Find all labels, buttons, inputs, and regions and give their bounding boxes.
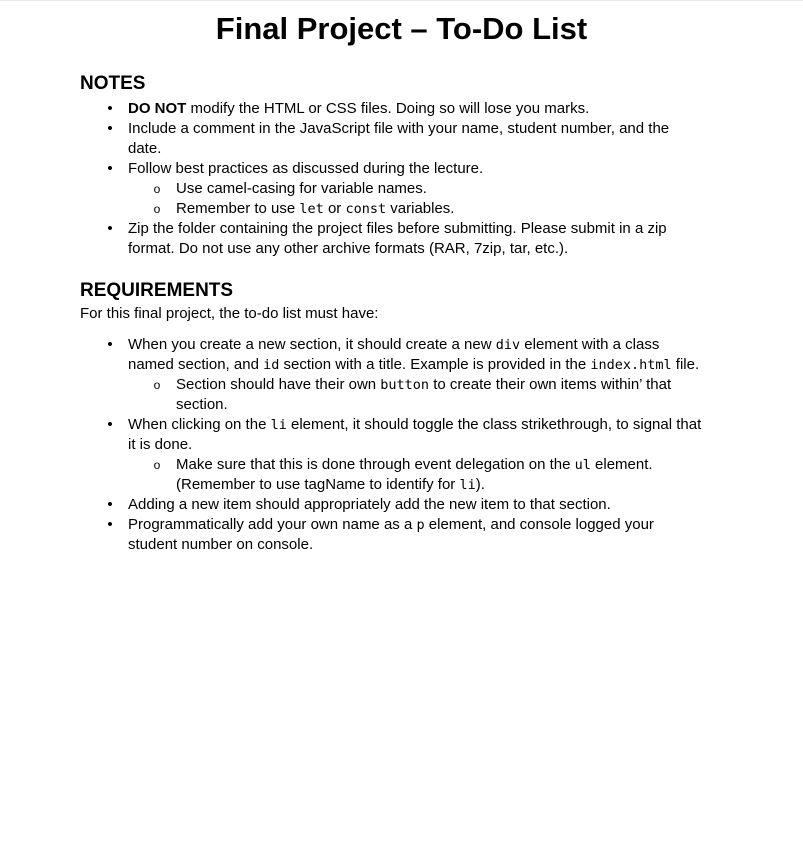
list-item-text: Programmatically add your own name as a xyxy=(128,516,417,533)
sub-list-item-text: Use camel-casing for variable names. xyxy=(176,180,427,197)
bullet-icon: • xyxy=(107,120,113,137)
sub-list xyxy=(128,179,705,219)
list-item-text: Zip the folder containing the project files before submitting. Please submit in a zip format. Do not use any other archive formats (RAR, 7zip, tar, etc.). xyxy=(128,220,667,257)
list-item xyxy=(0,99,705,119)
sub-list xyxy=(128,375,705,415)
sub-list xyxy=(128,455,705,495)
requirements-list xyxy=(0,335,803,555)
code-text: li xyxy=(459,477,476,493)
requirements-heading: REQUIREMENTS xyxy=(80,280,234,301)
code-text: let xyxy=(299,201,324,217)
bullet-icon: • xyxy=(107,516,113,533)
list-item-text: section with a title. Example is provided in the xyxy=(279,356,591,373)
list-item-text: file. xyxy=(671,356,700,373)
list-item xyxy=(0,159,705,219)
list-item-text: modify the HTML or CSS files. Doing so will lose you marks. xyxy=(186,100,590,117)
page-title: Final Project – To-Do List xyxy=(215,11,588,46)
list-item xyxy=(0,335,705,415)
sub-list-item-text: ). xyxy=(475,476,485,493)
sub-list-item-text: variables. xyxy=(386,200,455,217)
emphasis-text: DO NOT xyxy=(128,100,187,117)
circle-bullet-icon: o xyxy=(153,202,161,216)
list-item-text: Include a comment in the JavaScript file with your name, student number, and the date. xyxy=(128,120,670,157)
list-item xyxy=(0,119,705,159)
bullet-icon: • xyxy=(107,336,113,353)
bullet-icon: • xyxy=(107,160,113,177)
list-item-text: When clicking on the xyxy=(128,416,271,433)
bullet-icon: • xyxy=(107,100,113,117)
sub-list-item xyxy=(128,455,705,495)
sub-list-item-text: to create their own items within’ that section. xyxy=(176,376,672,413)
circle-bullet-icon: o xyxy=(153,182,161,196)
circle-bullet-icon: o xyxy=(153,378,161,392)
list-item-text: Follow best practices as discussed during the lecture. xyxy=(128,160,484,177)
bullet-icon: • xyxy=(107,416,113,433)
code-text: li xyxy=(270,417,287,433)
sub-list-item-text: element. (Remember to use tagName to identify for xyxy=(176,456,653,493)
page-top-border xyxy=(0,0,803,1)
sub-list-item-text: or xyxy=(323,200,346,217)
sub-list-item-text: Section should have their own xyxy=(176,376,381,393)
list-item-text: element, and console logged your student number on console. xyxy=(128,516,654,553)
list-item-text: Adding a new item should appropriately add the new item to that section. xyxy=(128,496,611,513)
code-text: div xyxy=(495,337,521,353)
list-item xyxy=(0,415,705,495)
list-item xyxy=(0,219,705,259)
sub-list-item-text: Remember to use xyxy=(176,200,300,217)
sub-list-item xyxy=(128,179,705,199)
notes-list xyxy=(0,99,803,259)
sub-list-item xyxy=(128,199,705,219)
code-text: p xyxy=(416,517,425,533)
list-item-text: When you create a new section, it should create a new xyxy=(128,336,496,353)
sub-list-item xyxy=(128,375,705,415)
list-item-text: element with a class named section, and xyxy=(128,336,660,373)
code-text: id xyxy=(263,357,280,373)
requirements-intro: For this final project, the to-do list must have: xyxy=(80,305,379,322)
code-text: ul xyxy=(574,457,591,473)
code-text: button xyxy=(380,377,430,393)
notes-heading: NOTES xyxy=(80,73,146,94)
list-item xyxy=(0,515,705,555)
bullet-icon: • xyxy=(107,496,113,513)
code-text: const xyxy=(345,201,387,217)
code-text: index.html xyxy=(590,357,672,373)
list-item-text: element, it should toggle the class strikethrough, to signal that it is done. xyxy=(128,416,702,453)
list-item xyxy=(0,495,705,515)
circle-bullet-icon: o xyxy=(153,458,161,472)
sub-list-item-text: Make sure that this is done through event delegation on the xyxy=(176,456,575,473)
bullet-icon: • xyxy=(107,220,113,237)
